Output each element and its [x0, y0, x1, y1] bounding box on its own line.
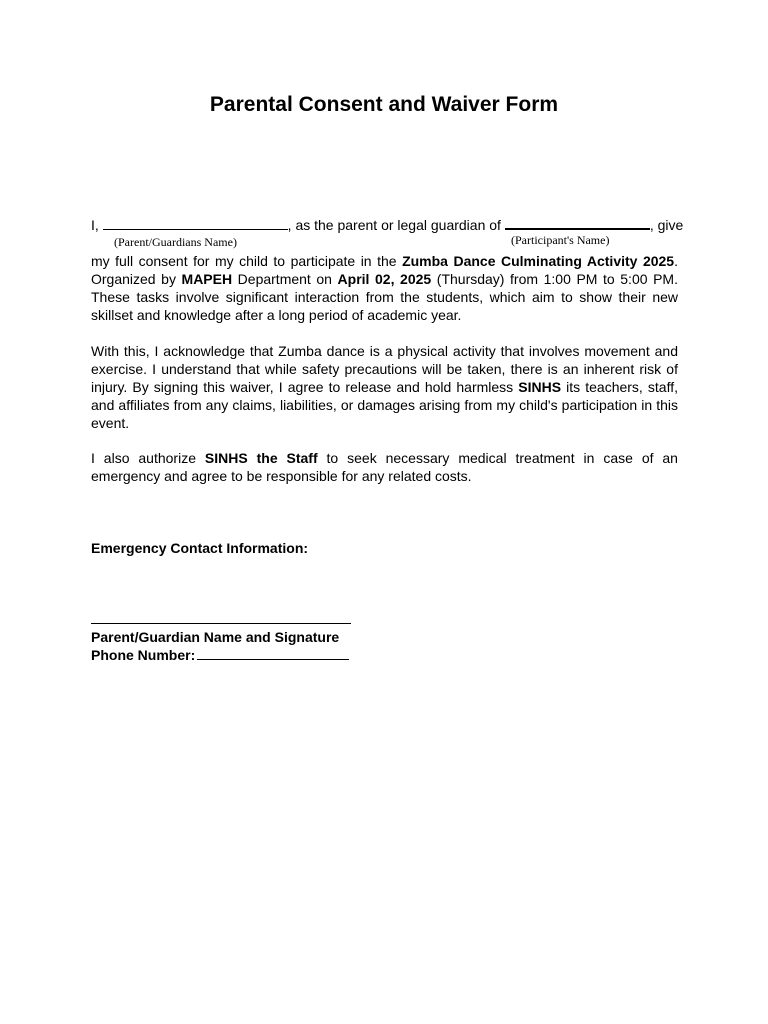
signature-label: Parent/Guardian Name and Signature	[91, 629, 340, 645]
participant-name-blank[interactable]	[505, 228, 650, 230]
parent-name-caption: (Parent/Guardians Name)	[114, 235, 237, 249]
p1-text-3: Department on	[232, 271, 338, 287]
opening-suffix: , give	[649, 217, 684, 233]
department-name: MAPEH	[181, 271, 233, 287]
event-date: April 02, 2025	[337, 271, 432, 287]
school-name: SINHS	[518, 379, 562, 395]
form-title: Parental Consent and Waiver Form	[209, 93, 559, 116]
waiver-paragraph	[91, 342, 678, 432]
p2-text-2: its teachers, staff, and affiliates from any claims, liabilities, or damages arising from my child's participation in this event.	[91, 379, 678, 431]
p1-text-2: . Organized by	[91, 253, 678, 287]
participant-name-caption: (Participant's Name)	[511, 233, 610, 247]
authorized-staff: SINHS the Staff	[204, 450, 318, 466]
parent-name-blank[interactable]	[103, 229, 288, 230]
signature-line[interactable]	[91, 623, 351, 624]
opening-prefix: I,	[91, 217, 103, 233]
p3-text-2: to seek necessary medical treatment in case of an emergency and agree to be responsible for any related costs.	[91, 450, 678, 484]
phone-number-row	[91, 646, 349, 664]
phone-number-label: Phone Number:	[91, 647, 196, 663]
medical-authorization-paragraph	[91, 449, 678, 485]
p1-text-1: my full consent for my child to participate in the	[91, 253, 403, 269]
p3-text-1: I also authorize	[91, 450, 205, 466]
event-name: Zumba Dance Culminating Activity 2025	[402, 253, 675, 269]
phone-number-blank[interactable]	[197, 659, 349, 660]
consent-opening-line	[91, 216, 684, 234]
consent-paragraph	[91, 252, 678, 324]
p1-text-4: (Thursday) from 1:00 PM to 5:00 PM. These tasks involve significant interaction from the students, which aim to show their new skillset and knowledge after a long period of academic year.	[91, 271, 678, 323]
emergency-contact-heading: Emergency Contact Information:	[91, 540, 309, 556]
opening-middle: , as the parent or legal guardian of	[287, 217, 505, 233]
p2-text-1: With this, I acknowledge that Zumba dance is a physical activity that involves movement and exercise. I understand that while safety precautions will be taken, there is an inherent risk of injury. By signing this waiver, I agree to release and hold harmless	[91, 343, 678, 395]
